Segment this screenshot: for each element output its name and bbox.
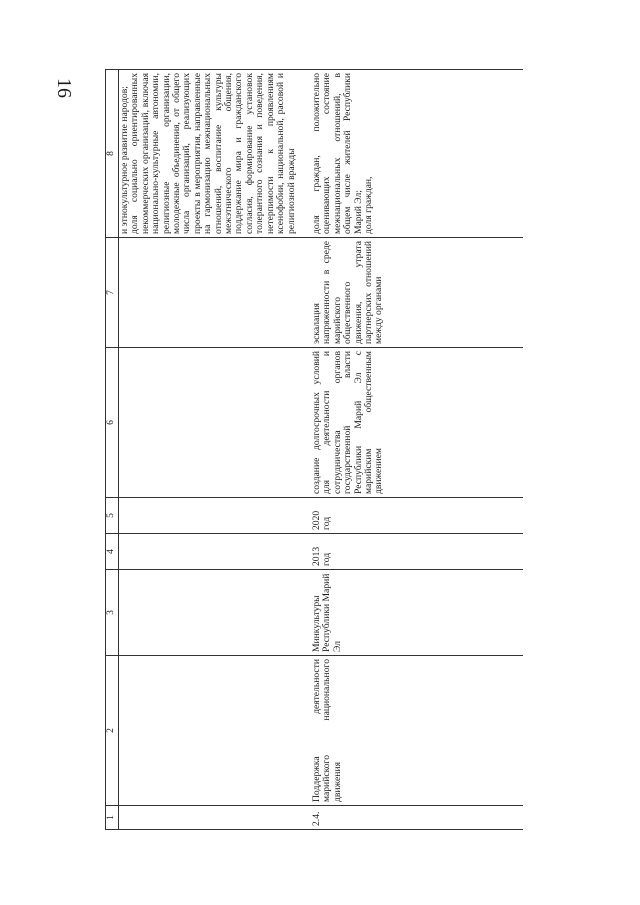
indicator-text: доля социально ориентированных некоммерческих организаций, включая национально-культурные автономии, религиозные организации, молодежные объединения, от общего числа организаций, реализующих проекты в мероприятия, направленные на гармонизацию межнациональных отношений, воспитание культуры межэтнического общения, поддержание мира и гражданского согласия, формирование установок толерантного сознания и поведения, нетерпимости к проявлениям ксенофобии, национальной, расовой и религиозной вражды [129, 73, 297, 234]
header-col-4: 4 [106, 534, 119, 570]
header-col-1: 1 [106, 806, 119, 830]
cell-empty [119, 534, 312, 570]
cell-start-year: 2013 год [311, 534, 523, 570]
header-col-5: 5 [106, 498, 119, 534]
cell-empty [119, 656, 312, 806]
header-col-7: 7 [106, 238, 119, 348]
table-header-row [106, 70, 119, 830]
indicator-text: доля граждан, [363, 176, 375, 234]
table-row-continuation [119, 70, 312, 830]
cell-end-year: 2020 год [311, 498, 523, 534]
header-col-2: 2 [106, 656, 119, 806]
header-col-8: 8 [106, 70, 119, 238]
cell-empty [119, 238, 312, 348]
program-table [105, 69, 523, 830]
program-table-wrapper [105, 70, 545, 830]
cell-empty [119, 806, 312, 830]
cell-indicators [311, 70, 523, 238]
cell-empty [119, 570, 312, 656]
cell-indicators-continued [119, 70, 312, 238]
cell-empty [119, 348, 312, 498]
cell-empty [119, 498, 312, 534]
cell-row-number: 2.4. [311, 806, 523, 830]
header-col-3: 3 [106, 570, 119, 656]
cell-consequences: эскалация напряженности в среде марийского общественного движения, утрата партнерских отношений между органами [311, 238, 523, 348]
table-row-2-4 [311, 70, 523, 830]
cell-executor: Минкультуры Республики Марий Эл [311, 570, 523, 656]
indicator-text: и этнокультурное развитие народов; [119, 86, 130, 234]
header-col-6: 6 [106, 348, 119, 498]
cell-measure-name: Поддержка деятельности марийского национального движения [311, 656, 523, 806]
cell-expected-result: создание долгосрочных условий для деятельности и сотрудничества органов государственной власти Республики Марий Эл с марийским общественным движением [311, 348, 523, 498]
page-number: 16 [53, 78, 75, 98]
indicator-text: доля граждан, положительно оценивающих состояние межнациональных отношений, в общем числе жителей Республики Марий Эл; [311, 73, 364, 234]
